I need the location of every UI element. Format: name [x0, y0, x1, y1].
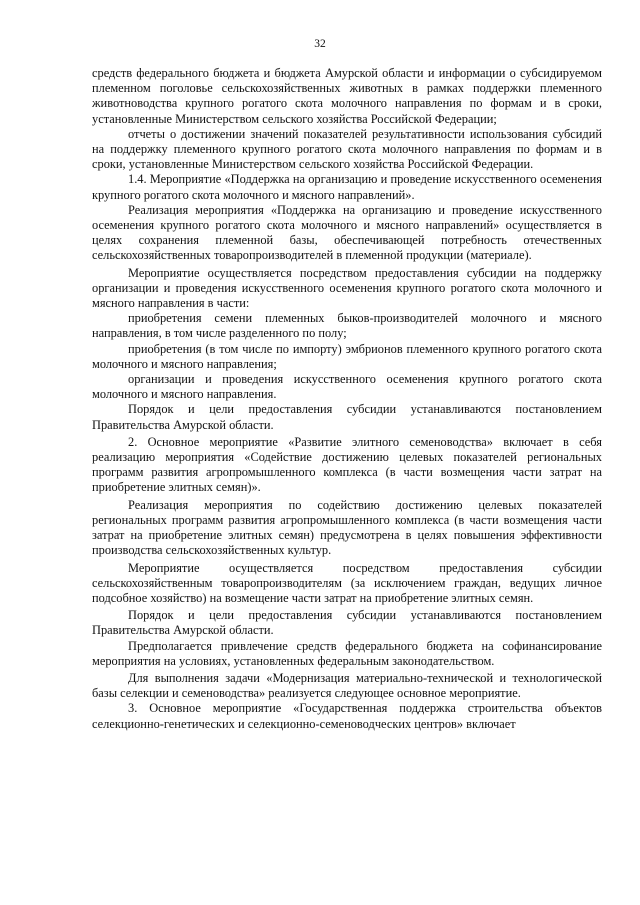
paragraph: Мероприятие осуществляется посредством предоставления субсидии на поддержку организации и проведения искусственного осеменения крупного рогатого скота молочного и мясного направления в части: [92, 265, 602, 311]
paragraph: Для выполнения задачи «Модернизация материально-технической и технологической базы селекции и семеноводства» реализуется следующее основное мероприятие. [92, 670, 602, 701]
paragraph: Реализация мероприятия «Поддержка на организацию и проведение искусственного осеменения крупного рогатого скота молочного и мясного направлений» осуществляется в целях сохранения племенной базы, обеспечивающей потребность отечественных сельскохозяйственных товаропроизводителей в племенной продукции (материале). [92, 202, 602, 263]
paragraph: Порядок и цели предоставления субсидии устанавливаются постановлением Правительства Амурской области. [92, 608, 602, 638]
paragraph: Предполагается привлечение средств федерального бюджета на софинансирование мероприятия на условиях, установленных федеральным законодательством. [92, 638, 602, 668]
paragraph: 3. Основное мероприятие «Государственная поддержка строительства объектов селекционно-генетических и селекционно-семеноводческих центров» включает [92, 701, 602, 731]
document-body [92, 66, 602, 732]
paragraph: Реализация мероприятия по содействию достижению целевых показателей региональных программ развития агропромышленного комплекса (в части возмещения части затрат на приобретение элитных семян) предусмотрена в целях повышения эффективности производства сельскохозяйственных культур. [92, 497, 602, 558]
paragraph: 2. Основное мероприятие «Развитие элитного семеноводства» включает в себя реализацию мероприятия «Содействие достижению целевых показателей региональных программ развития агропромышленного комплекса (в части возмещения части затрат на приобретение элитных семян)». [92, 434, 602, 495]
paragraph: Мероприятие осуществляется посредством предоставления субсидии сельскохозяйственным товаропроизводителям (за исключением граждан, ведущих личное подсобное хозяйство) на возмещение части затрат на приобретение элитных семян. [92, 560, 602, 605]
paragraph: организации и проведения искусственного осеменения крупного рогатого скота молочного и мясного направления. [92, 372, 602, 402]
paragraph: средств федерального бюджета и бюджета Амурской области и информации о субсидируемом племенном поголовье сельскохозяйственных животных в рамках поддержки племенного животноводства крупного рогатого скота молочного направления по формам и в сроки, установленные Министерством сельского хозяйства Российской Федерации; [92, 66, 602, 126]
paragraph: приобретения (в том числе по импорту) эмбрионов племенного крупного рогатого скота молочного и мясного направления; [92, 341, 602, 371]
paragraph: Порядок и цели предоставления субсидии устанавливаются постановлением Правительства Амурской области. [92, 402, 602, 432]
paragraph: приобретения семени племенных быков-производителей молочного и мясного направления, в том числе разделенного по полу; [92, 311, 602, 341]
page-number: 32 [314, 38, 326, 50]
paragraph: отчеты о достижении значений показателей результативности использования субсидий на поддержку племенного крупного рогатого скота молочного направления по формам и в сроки, установленные Министерством сельского хозяйства Российской Федерации. [92, 126, 602, 172]
paragraph: 1.4. Мероприятие «Поддержка на организацию и проведение искусственного осеменения крупного рогатого скота молочного и мясного направлений». [92, 172, 602, 202]
